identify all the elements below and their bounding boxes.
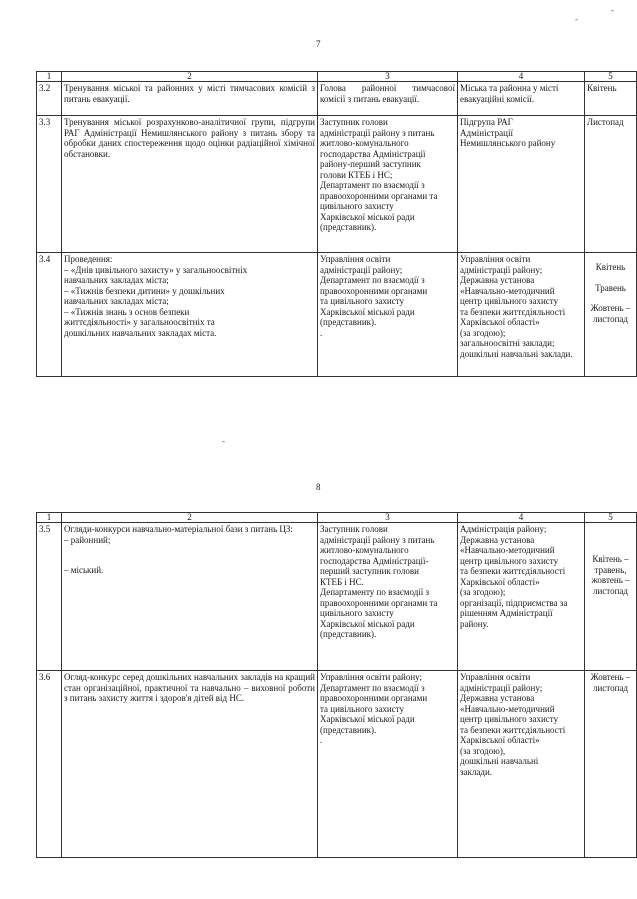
responsible-line: Заступник голови bbox=[320, 524, 388, 534]
event-line: – «Днів цивільного захисту» у загальноосвітніх bbox=[64, 264, 248, 275]
header-cell: 3 bbox=[318, 72, 458, 82]
plan-table bbox=[36, 71, 637, 377]
item-number: 3.3 bbox=[37, 116, 62, 253]
event-line: дошкільних навчальних закладах міста. bbox=[64, 327, 217, 338]
responsible-line: правоохоронними органами bbox=[320, 285, 428, 296]
participants-line: Державна установа bbox=[460, 275, 535, 285]
responsible-line: житлово-комунального bbox=[320, 545, 409, 555]
participants-cell bbox=[458, 116, 585, 253]
event-line: Проведення: bbox=[64, 254, 113, 264]
participants-line: «Навчально-методичний bbox=[460, 703, 555, 714]
participants-line: загальноосвітні заклади; bbox=[460, 338, 555, 348]
term-line: Квітень bbox=[595, 262, 626, 272]
participants-text: Міська та районна у місті евакуаційні комісії. bbox=[460, 83, 559, 104]
event-text: Тренування міської розрахунково-аналітичної групи, підгрупи РАГ Адміністрації Немишлянського району з питань збору та обробки даних спостереження щодо оцінки радіаційної хімічної обстановки. bbox=[64, 117, 315, 159]
responsible-line: господарства Адміністрації bbox=[320, 148, 426, 159]
responsible-line: та цивільного захисту bbox=[320, 296, 404, 306]
header-cell: 5 bbox=[585, 72, 637, 82]
responsible-line: Харківської міської ради bbox=[320, 714, 415, 724]
responsible-line: (представник). bbox=[320, 629, 377, 639]
participants-line: «Навчально-методичний bbox=[460, 545, 555, 555]
responsible-line: району-перший заступник bbox=[320, 159, 421, 169]
responsible-cell bbox=[318, 671, 458, 858]
participants-line: Харківської області» bbox=[460, 576, 540, 587]
participants-line: «Навчально-методичний bbox=[460, 285, 555, 296]
stray-mark: - bbox=[222, 436, 225, 446]
participants-line: (за згодою); bbox=[460, 587, 506, 597]
participants-cell bbox=[458, 253, 585, 377]
responsible-line: Департамент по взаємодії з bbox=[320, 682, 425, 693]
header-cell: 3 bbox=[318, 513, 458, 523]
table-row bbox=[37, 82, 637, 116]
participants-line: рішенням Адміністрації bbox=[460, 608, 553, 618]
responsible-line: правоохоронними органами та bbox=[320, 597, 438, 608]
participants-line: дошкільні навчальні bbox=[460, 756, 539, 766]
term-line: Травень bbox=[595, 282, 626, 293]
event-cell bbox=[62, 253, 318, 377]
responsible-line: (представник). bbox=[320, 222, 377, 232]
responsible-cell bbox=[318, 116, 458, 253]
responsible-line: Департамент по взаємодії з bbox=[320, 180, 425, 190]
table-row bbox=[37, 523, 637, 671]
participants-line: дошкільні навчальні заклади. bbox=[460, 348, 573, 359]
participants-line: центр цивільного захисту bbox=[460, 555, 559, 566]
event-cell bbox=[62, 671, 318, 858]
header-cell: 4 bbox=[458, 513, 585, 523]
responsible-line: адміністрації району з питань bbox=[320, 127, 435, 138]
event-cell bbox=[62, 116, 318, 253]
responsible-line: цивільного захисту bbox=[320, 608, 394, 618]
participants-line: центр цивільного захисту bbox=[460, 714, 559, 724]
event-text: Тренування міської та районних у місті тимчасових комісій з питань евакуації. bbox=[64, 83, 315, 104]
responsible-line: Заступник голови bbox=[320, 117, 388, 127]
event-line: – міський. bbox=[64, 565, 104, 575]
participants-cell bbox=[458, 523, 585, 671]
participants-line: Управління освіти bbox=[460, 254, 531, 264]
participants-line: адміністрації району; bbox=[460, 682, 543, 693]
page-number: 7 bbox=[316, 39, 321, 49]
participants-line: та безпеки життєдіяльності bbox=[460, 724, 566, 735]
term-line: Квітень – bbox=[592, 554, 629, 564]
responsible-line: Управління освіти bbox=[320, 254, 391, 264]
participants-line: Адміністрації bbox=[460, 127, 513, 138]
term-line: Жовтень – bbox=[590, 672, 631, 682]
event-line: – районний; bbox=[64, 534, 111, 545]
responsible-line: адміністрації району; bbox=[320, 264, 403, 275]
participants-line: Підгрупа РАГ bbox=[460, 117, 513, 127]
participants-line: (за згодою); bbox=[460, 327, 506, 338]
term-line: травень, bbox=[594, 564, 627, 575]
responsible-line: перший заступник голови bbox=[320, 566, 419, 576]
event-line: – «Тижнів знань з основ безпеки bbox=[64, 306, 190, 317]
responsible-line: (представник). bbox=[320, 724, 377, 735]
header-cell: 1 bbox=[37, 72, 62, 82]
header-cell: 1 bbox=[37, 513, 62, 523]
term-line: листопад bbox=[592, 682, 628, 693]
participants-line: адміністрації району; bbox=[460, 264, 543, 275]
responsible-line: Харківської міської ради bbox=[320, 618, 415, 629]
responsible-line: . bbox=[320, 735, 323, 745]
responsible-line: адміністрації району з питань bbox=[320, 534, 435, 545]
event-line: життєдіяльності» у загальноосвітніх та bbox=[64, 317, 215, 327]
item-number: 3.4 bbox=[37, 253, 62, 377]
plan-table bbox=[36, 512, 637, 858]
event-cell bbox=[62, 523, 318, 671]
participants-line: Харківської області» bbox=[460, 735, 540, 745]
table-row bbox=[37, 671, 637, 858]
participants-line: заклади. bbox=[460, 766, 493, 777]
participants-line: району. bbox=[460, 618, 489, 629]
participants-line: організації, підприємства за bbox=[460, 597, 568, 608]
item-number: 3.5 bbox=[37, 523, 62, 671]
responsible-line: та цивільного захисту bbox=[320, 703, 404, 714]
event-line: навчальних закладах міста; bbox=[64, 296, 169, 306]
event-line: Огляди-конкурси навчально-матеріальної бази з питань ЦЗ: bbox=[64, 524, 293, 534]
responsible-line: . bbox=[320, 327, 323, 338]
participants-cell bbox=[458, 82, 585, 116]
table-header-row bbox=[37, 72, 637, 82]
participants-cell bbox=[458, 671, 585, 858]
event-line: – «Тижнів безпеки дитини» у дошкільних bbox=[64, 285, 225, 296]
participants-line: та безпеки життєдіяльності bbox=[460, 306, 566, 317]
corner-mark: - bbox=[575, 14, 578, 24]
term-text: Квітень bbox=[587, 83, 617, 93]
responsible-line: Харківської міської ради bbox=[320, 211, 415, 222]
term-text: Листопад bbox=[587, 117, 624, 127]
header-cell: 4 bbox=[458, 72, 585, 82]
responsible-line: правоохоронними органами bbox=[320, 693, 428, 703]
participants-line: (за згодою), bbox=[460, 745, 506, 756]
responsible-line: житлово-комунального bbox=[320, 138, 409, 148]
responsible-cell bbox=[318, 523, 458, 671]
table-header-row bbox=[37, 513, 637, 523]
table-row bbox=[37, 253, 637, 377]
header-cell: 2 bbox=[62, 72, 318, 82]
responsible-line: господарства Адміністрації- bbox=[320, 555, 429, 566]
responsible-line: Харківської міської ради bbox=[320, 306, 415, 317]
term-cell bbox=[585, 82, 637, 116]
term-cell bbox=[585, 671, 637, 858]
term-line: жовтень – bbox=[591, 575, 630, 585]
term-cell bbox=[585, 116, 637, 253]
responsible-cell bbox=[318, 253, 458, 377]
responsible-cell bbox=[318, 82, 458, 116]
term-line: листопад bbox=[592, 313, 628, 324]
participants-line: Управління освіти bbox=[460, 672, 531, 682]
term-line: Жовтень – bbox=[590, 303, 631, 313]
responsible-line: Департаменту по взаємодії з bbox=[320, 587, 430, 597]
responsible-line: цивільного захисту bbox=[320, 201, 394, 211]
item-number: 3.2 bbox=[37, 82, 62, 116]
participants-line: та безпеки життєдіяльності bbox=[460, 566, 566, 576]
participants-line: Адміністрація району; bbox=[460, 524, 547, 534]
event-cell bbox=[62, 82, 318, 116]
event-text: Огляд-конкурс серед дошкільних навчальних закладів на кращий стан організаційної, практичної та навчально – виховної роботи з питань захисту життя і здоров'я дітей від НС. bbox=[64, 672, 315, 703]
table-row bbox=[37, 116, 637, 253]
header-cell: 2 bbox=[62, 513, 318, 523]
responsible-text: Голова районної тимчасової комісії з питань евакуації. bbox=[320, 83, 455, 104]
term-cell bbox=[585, 253, 637, 377]
responsible-line: Департамент по взаємодії з bbox=[320, 275, 425, 285]
responsible-line: правоохоронними органами та bbox=[320, 190, 438, 201]
responsible-line: Управління освіти району; bbox=[320, 672, 423, 682]
participants-line: Немишлянського району bbox=[460, 138, 556, 148]
item-number: 3.6 bbox=[37, 671, 62, 858]
term-line: листопад bbox=[592, 585, 628, 596]
participants-line: Харківської області» bbox=[460, 317, 540, 327]
page-number: 8 bbox=[316, 482, 321, 492]
participants-line: центр цивільного захисту bbox=[460, 296, 559, 306]
header-cell: 5 bbox=[585, 513, 637, 523]
event-line: навчальних закладах міста; bbox=[64, 275, 169, 285]
participants-line: Державна установа bbox=[460, 534, 535, 545]
responsible-line: (представник). bbox=[320, 317, 377, 327]
responsible-line: КТЕБ і НС. bbox=[320, 576, 364, 587]
responsible-line: голови КТЕБ і НС; bbox=[320, 169, 393, 180]
corner-mark: - bbox=[611, 5, 614, 15]
term-cell bbox=[585, 523, 637, 671]
participants-line: Державна установа bbox=[460, 693, 535, 703]
